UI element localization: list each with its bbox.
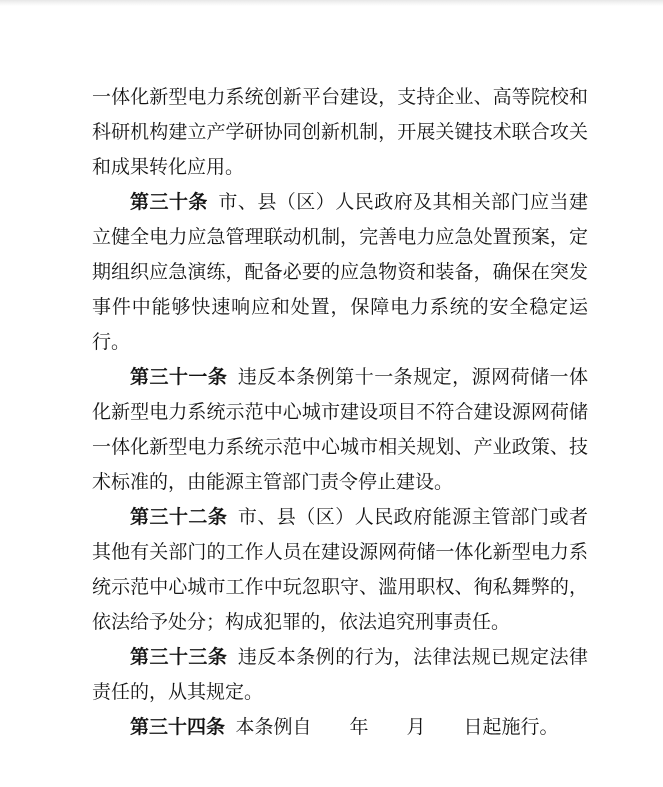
page-top-edge bbox=[0, 0, 663, 6]
paragraph bbox=[92, 185, 588, 360]
paragraph bbox=[92, 500, 588, 640]
article-number: 第三十一条 bbox=[130, 367, 228, 388]
article-text: 市、县（区）人民政府能源主管部门或者其他有关部门的工作人员在建设源网荷储一体化新型电力系统示范中心城市工作中玩忽职守、滥用职权、徇私舞弊的，依法给予处分；构成犯罪的，依法追究刑事责任。 bbox=[92, 507, 588, 633]
article-text: 违反本条例的行为，法律法规已规定法律责任的，从其规定。 bbox=[92, 647, 588, 703]
article-number: 第三十条 bbox=[130, 192, 208, 213]
paragraph bbox=[92, 710, 588, 745]
article-text: 违反本条例第十一条规定，源网荷储一体化新型电力系统示范中心城市建设项目不符合建设源网荷储一体化新型电力系统示范中心城市相关规划、产业政策、技术标准的，由能源主管部门责令停止建设。 bbox=[92, 367, 588, 493]
article-number: 第三十四条 bbox=[130, 717, 226, 738]
paragraph bbox=[92, 80, 588, 185]
article-text: 本条例自 年 月 日起施行。 bbox=[235, 717, 559, 738]
article-number: 第三十二条 bbox=[130, 507, 228, 528]
paragraph bbox=[92, 360, 588, 500]
paragraph bbox=[92, 640, 588, 710]
document-text bbox=[92, 80, 588, 745]
document-page bbox=[92, 80, 588, 745]
article-number: 第三十三条 bbox=[130, 647, 228, 668]
article-text: 一体化新型电力系统创新平台建设，支持企业、高等院校和科研机构建立产学研协同创新机制，开展关键技术联合攻关和成果转化应用。 bbox=[92, 87, 588, 178]
article-text: 市、县（区）人民政府及其相关部门应当建立健全电力应急管理联动机制，完善电力应急处置预案，定期组织应急演练，配备必要的应急物资和装备，确保在突发事件中能够快速响应和处置，保障电力系统的安全稳定运行。 bbox=[92, 192, 588, 353]
